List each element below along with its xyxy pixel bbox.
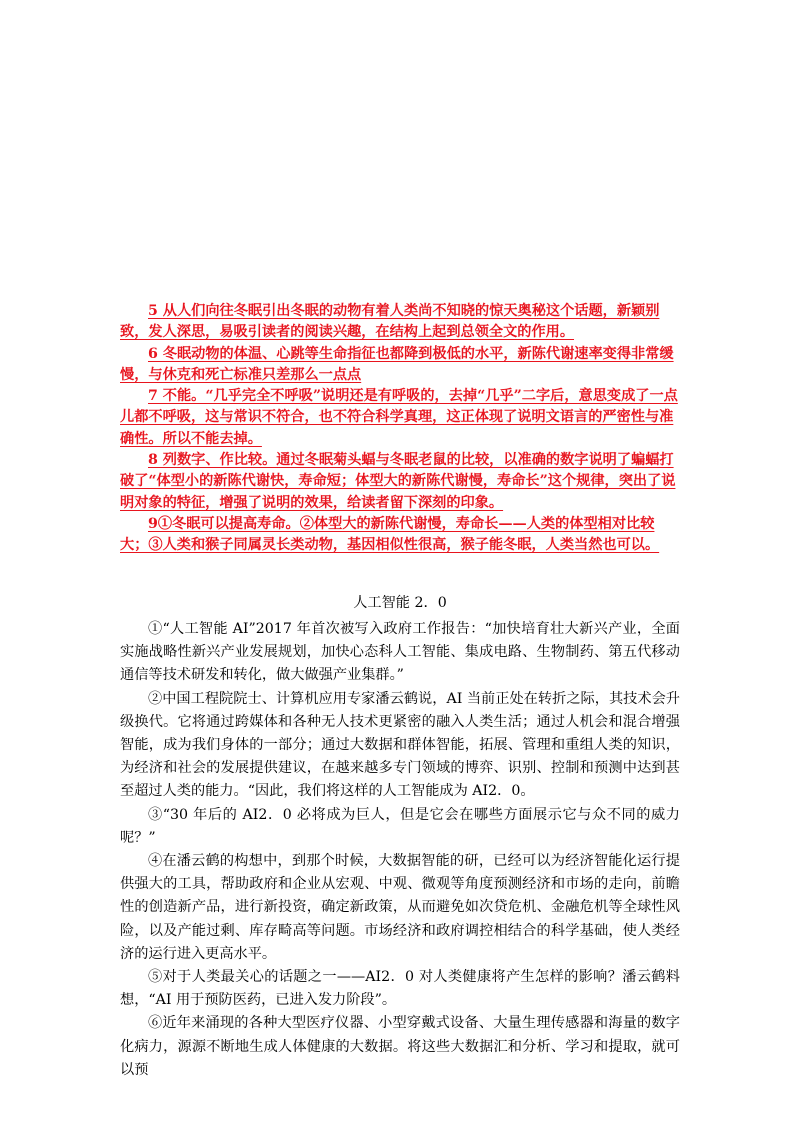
article-paragraph-6: ⑥近年来涌现的各种大型医疗仪器、小型穿戴式设备、大量生理传感器和海量的数字化病力，源源不断地生成人体健康的大数据。将这些大数据汇和分析、学习和提取，就可以预 <box>120 1015 680 1078</box>
article-title: 人工智能 2．0 <box>353 595 447 611</box>
answer-5: 5 从人们向往冬眠引出冬眠的动物有着人类尚不知晓的惊天奥秘这个话题，新颖别致，发人深思，易吸引读者的阅读兴趣，在结构上起到总领全文的作用。 <box>120 303 660 341</box>
answer-7: 7 不能。“几乎完全不呼吸”说明还是有呼吸的，去掉“几乎”二字后，意思变成了一点儿都不呼吸，这与常识不符合，也不符合科学真理，这正体现了说明文语言的严密性与准确性。所以不能去掉。 <box>120 388 678 447</box>
answer-9: 9①冬眠可以提高寿命。②体型大的新陈代谢慢，寿命长——人类的体型相对比较大；③人类和猴子同属灵长类动物，基因相似性很高，猴子能冬眠，人类当然也可以。 <box>120 515 660 554</box>
article-paragraph-4: ④在潘云鹤的构想中，到那个时候，大数据智能的研，已经可以为经济智能化运行提供强大的工具，帮助政府和企业从宏观、中观、微观等角度预测经济和市场的走向，前瞻性的创造新产品，进行新投资，确定新政策，从而避免如次贷危机、金融危机等全球性风险，以及产能过剩、库存畸高等问题。市场经济和政府调控相结合的科学基础，使人类经济的运行进入更高水平。 <box>120 853 680 962</box>
answer-6: 6 冬眠动物的体温、心跳等生命指征也都降到极低的水平，新陈代谢速率变得非常缓慢，与休克和死亡标准只差那么一点点 <box>120 345 674 383</box>
answer-key <box>120 301 680 557</box>
article-paragraph-5: ⑤对于人类最关心的话题之一——AI2．0 对人类健康将产生怎样的影响？潘云鹤料想，“AI 用于预防医药，已进入发力阶段”。 <box>120 969 680 1009</box>
answer-8: 8 列数字、作比较。通过冬眠菊头蝠与冬眠老鼠的比较，以准确的数字说明了蝙蝠打破了“体型小的新陈代谢快，寿命短；体型大的新陈代谢慢，寿命长”这个规律，突出了说明对象的特征，增强了说明的效果，给读者留下深刻的印象。 <box>120 452 676 511</box>
article-paragraph-1: ①“人工智能 AI”2017 年首次被写入政府工作报告：“加快培育壮大新兴产业，全面实施战略性新兴产业发展规划，加快心态科人工智能、集成电路、生物制药、第五代移动通信等技术研发和转化，做大做强产业集群。” <box>120 621 680 684</box>
article-paragraph-2: ②中国工程院院士、计算机应用专家潘云鹤说，AI 当前正处在转折之际，其技术会升级换代。它将通过跨媒体和各种无人技术更紧密的融入人类生活；通过人机会和混合增强智能，成为我们身体的一部分；通过大数据和群体智能，拓展、管理和重组人类的知识，为经济和社会的发展提供建议，在越来越多专门领域的博弈、识别、控制和预测中达到甚至超过人类的能力。“因此，我们将这样的人工智能成为 AI2．0。 <box>120 690 680 800</box>
article <box>120 593 680 1082</box>
article-paragraph-3: ③“30 年后的 AI2．0 必将成为巨人，但是它会在哪些方面展示它与众不同的威力呢？” <box>120 806 680 846</box>
